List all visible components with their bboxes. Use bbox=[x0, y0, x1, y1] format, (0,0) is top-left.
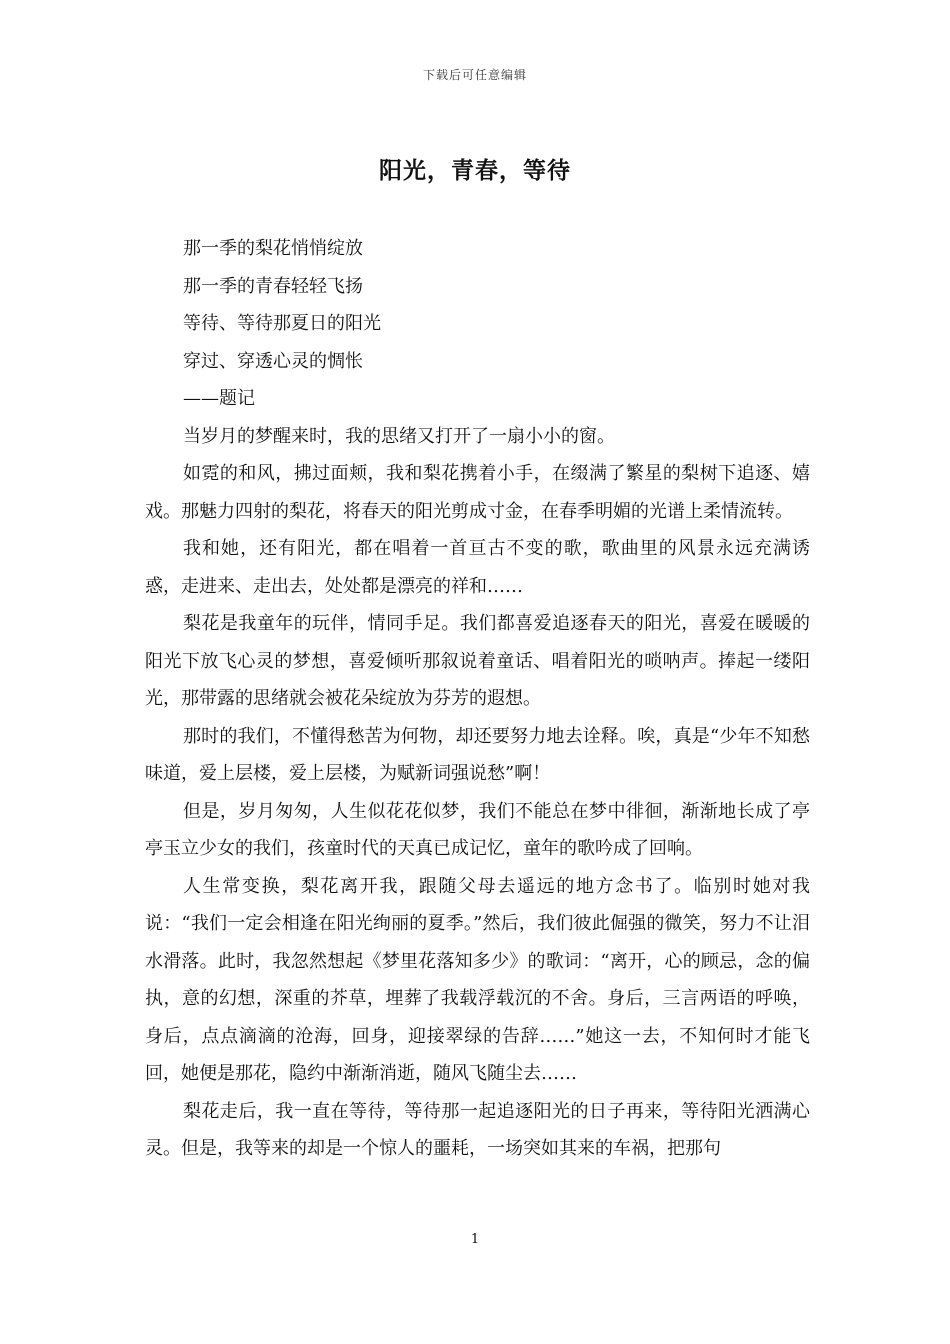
page-number: 1 bbox=[470, 1232, 480, 1247]
document-title: 阳光，青春，等待 bbox=[379, 157, 571, 184]
epigraph-line: 等待、等待那夏日的阳光 bbox=[183, 313, 381, 334]
paragraph: 梨花是我童年的玩伴，情同手足。我们都喜爱追逐春天的阳光，喜爱在暖暖的阳光下放飞心灵的梦想，喜爱倾听那叙说着童话、唱着阳光的唢呐声。捧起一缕阳光，那带露的思绪就会被花朵绽放为芬芳的遐想。 bbox=[145, 613, 810, 709]
paragraph: 人生常变换，梨花离开我，跟随父母去遥远的地方念书了。临别时她对我说：“我们一定会相逢在阳光绚丽的夏季。”然后，我们彼此倔强的微笑，努力不让泪水滑落。此时，我忽然想起《梦里花落知多少》的歌词：“离开，心的顾忌，念的偏执，意的幻想，深重的芥草，埋葬了我载浮载沉的不舍。身后，三言两语的呼唤，身后，点点滴滴的沧海，回身，迎接翠绿的告辞……”她这一去，不知何时才能飞回，她便是那花，隐约中渐渐消逝，随风飞随尘去…… bbox=[145, 875, 810, 1084]
header-note: 下载后可任意编辑 bbox=[422, 68, 527, 82]
paragraph: 我和她，还有阳光，都在唱着一首亘古不变的歌，歌曲里的风景永远充满诱惑，走进来、走出去，处处都是漂亮的祥和…… bbox=[145, 538, 810, 597]
epigraph-line: 穿过、穿透心灵的惆怅 bbox=[183, 350, 363, 372]
document-body bbox=[145, 230, 810, 1168]
epigraph-line: 那一季的青春轻轻飞扬 bbox=[183, 275, 363, 297]
epigraph-attribution: ——题记 bbox=[183, 388, 255, 409]
paragraph: 当岁月的梦醒来时，我的思绪又打开了一扇小小的窗。 bbox=[183, 425, 615, 447]
paragraph: 那时的我们，不懂得愁苦为何物，却还要努力地去诠释。唉，真是“少年不知愁味道，爱上层楼，爱上层楼，为赋新词强说愁”啊！ bbox=[145, 725, 810, 784]
paragraph: 梨花走后，我一直在等待，等待那一起追逐阳光的日子再来，等待阳光洒满心灵。但是，我等来的却是一个惊人的噩耗，一场突如其来的车祸，把那句 bbox=[145, 1100, 810, 1159]
paragraph: 如霓的和风，拂过面颊，我和梨花携着小手，在缀满了繁星的梨树下追逐、嬉戏。那魅力四射的梨花，将春天的阳光剪成寸金，在春季明媚的光谱上柔情流转。 bbox=[145, 463, 810, 522]
paragraph: 但是，岁月匆匆，人生似花花似梦，我们不能总在梦中徘徊，渐渐地长成了亭亭玉立少女的我们，孩童时代的天真已成记忆，童年的歌吟成了回响。 bbox=[145, 800, 810, 859]
epigraph-line: 那一季的梨花悄悄绽放 bbox=[183, 238, 363, 259]
